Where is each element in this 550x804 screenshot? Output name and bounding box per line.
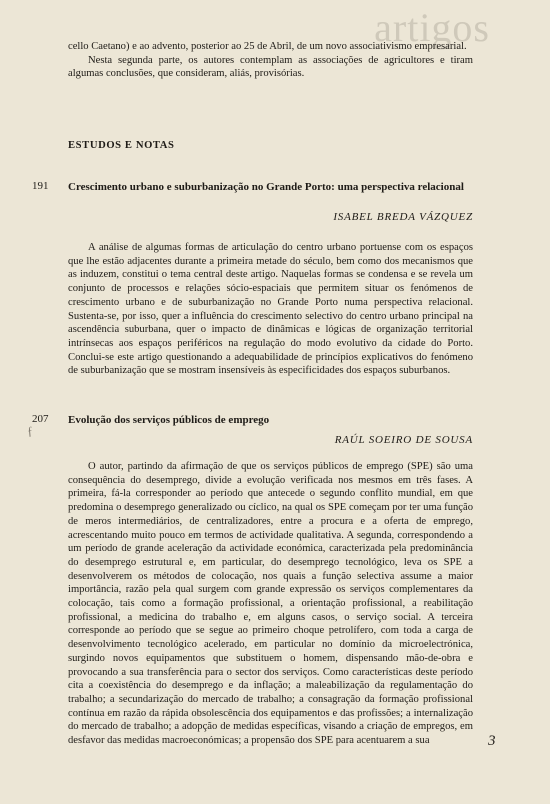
entry-page-number: 191	[32, 180, 49, 192]
intro-text	[68, 40, 473, 81]
entry-title: Evolução dos serviços públicos de emprego	[68, 414, 270, 426]
entry-abstract	[68, 460, 473, 748]
page-number: 3	[488, 733, 496, 749]
entry-author: RAÚL SOEIRO DE SOUSA	[334, 434, 473, 446]
entry-title: Crescimento urbano e suburbanização no Grande Porto: uma perspectiva relacional	[68, 181, 464, 193]
entry-abstract	[68, 241, 473, 378]
show-through-title: artigos	[374, 5, 490, 50]
intro-paragraph: cello Caetano) e ao advento, posterior ao 25 de Abril, de um novo associativismo empresarial.	[68, 41, 467, 52]
margin-pencil-mark: ƒ	[25, 423, 35, 439]
abstract-text: A análise de algumas formas de articulação do centro urbano portuense com os espaços que lhe estão adjacentes durante a primeira metade do século, bem como dos mecanismos que as induzem, constitui o tema central deste artigo. Naquelas formas se condensa e se revela um conjunto de processos e relações sócio-espaciais que permitem situar os fenómenos de crescimento urbano e de suburbanização no Grande Porto numa perspectiva relacional. Sustenta-se, por isso, quer a influência do crescimento selectivo do centro urbano principal na ascendência suburbana, quer o impacto de dinâmicas e lógicas de organização territorial intrínsecas aos espaços periféricos na regulação do modo evolutivo da cidade do Porto. Conclui-se este artigo questionando a adequabilidade de princípios explicativos do fenómeno de suburbanização que se mostram insensíveis às especificidades dos espaços suburbanos.	[68, 242, 473, 377]
intro-paragraph: Nesta segunda parte, os autores contemplam as associações de agricultores e tiram algumas conclusões, que consideram, aliás, provisórias.	[68, 54, 473, 80]
section-heading: ESTUDOS E NOTAS	[68, 140, 175, 151]
entry-page-number: 207	[32, 413, 49, 425]
entry-author: ISABEL BREDA VÁZQUEZ	[333, 211, 473, 223]
abstract-text: O autor, partindo da afirmação de que os serviços públicos de emprego (SPE) são uma consequência do desemprego, divide a evolução verificada nos mesmos em três fases. A primeira, fá-la corresponder ao período que antecede o segundo conflito mundial, em que predomina o desemprego generalizado ou cíclico, na qual os SPE começam por ter uma função de meros intermediários, de centralizadores, entre a procura e a oferta de emprego, acrescentando muito pouco em termos de actividade qualitativa. A segunda, correspondendo a um período de grande aceleração da actividade económica, caracterizada pela predominância do desemprego estrutural e, em particular, do desemprego tecnológico, leva os SPE a desenvolverem os métodos de colocação, nos quais a função selectiva assume a maior importância, razão pela qual surgem com grande expressão os serviços complementares da colocação, tais como a formação profissional, a orientação profissional, a reabilitação profissional, a medicina do trabalho e, em alguns casos, o serviço social. A terceira corresponde ao período que se segue ao primeiro choque petrolífero, com toda a carga de desenvolvimento tecnológico acelerado, em particular no domínio da microelectrónica, surgindo novos equipamentos que substituem o homem, dispensando mão-de-obra e provocando a sua transferência para o sector dos serviços. Como características deste período cita a coexistência do desemprego e da inflação; a maleabilização da regulamentação do trabalho; a secundarização do mercado de trabalho; a consagração da formação profissional contínua em razão da rápida obsolescência dos equipamentos e das profissões; a internalização do mercado de trabalho; a adopção de medidas específicas, visando a criação de empregos, em desfavor das medidas macroeconómicas; a propensão dos SPE para acentuarem a sua	[68, 461, 473, 747]
